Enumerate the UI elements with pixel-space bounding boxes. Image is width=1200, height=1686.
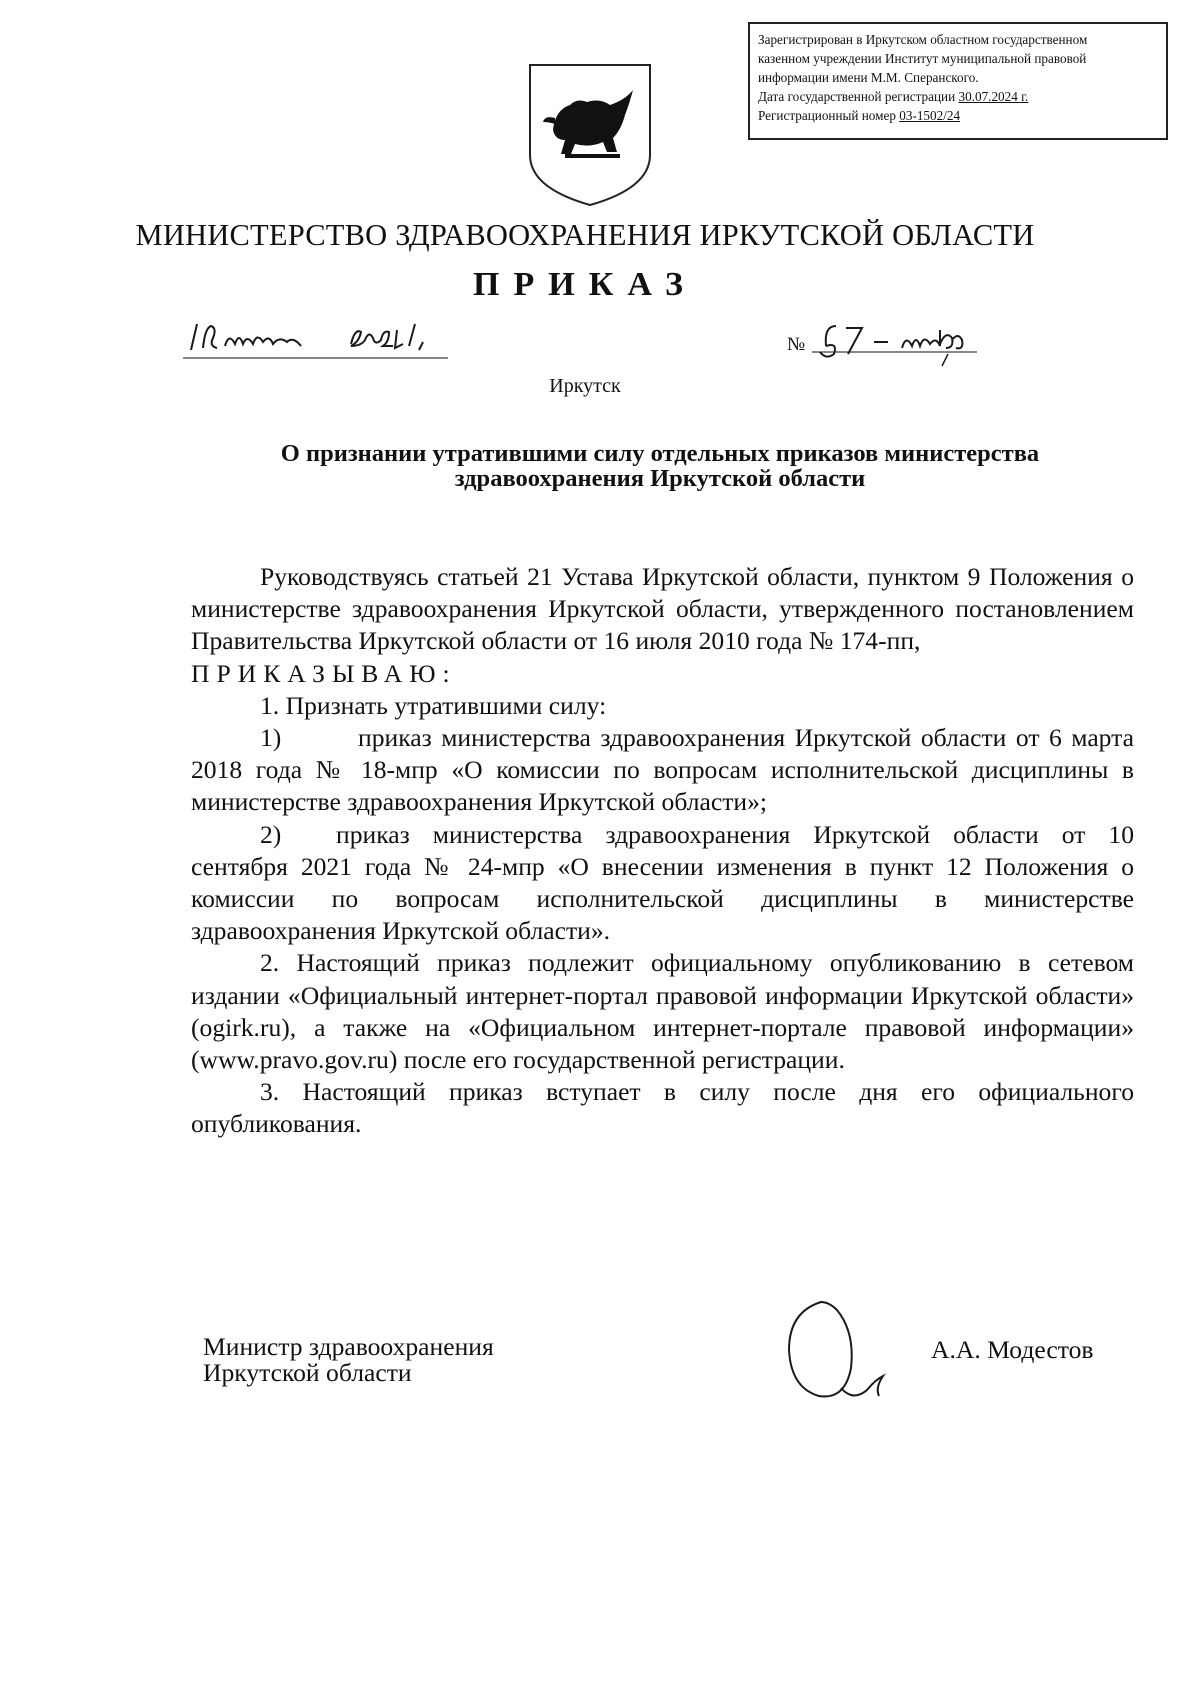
registration-date-value: 30.07.2024 г. [958, 89, 1029, 104]
registration-line-2: казенном учреждении Институт муниципальной правовой [758, 51, 1087, 66]
subject-line-1: О признании утратившими силу отдельных приказов министерства [280, 440, 1040, 467]
document-subject [180, 441, 1140, 491]
handwritten-signature [775, 1292, 895, 1412]
ministry-name: МИНИСТЕРСТВО ЗДРАВООХРАНЕНИЯ ИРКУТСКОЙ ОБЛАСТИ [135, 218, 1035, 252]
sub-item-1: 1) приказ министерства здравоохранения Иркутской области от 6 марта 2018 года № 18-мпр «О комиссии по вопросам исполнительской дисциплины в министерстве здравоохранения Иркутской области»; [191, 723, 1134, 817]
date-handwriting [183, 318, 453, 362]
item-2: 2. Настоящий приказ подлежит официальному опубликованию в сетевом издании «Официальный интернет-портал правовой информации Иркутской области» (ogirk.ru), а также на «Официальном интернет-портале правовой информации» (www.pravo.gov.ru) после его государственной регистрации. [191, 948, 1134, 1075]
signatory-name: А.А. Модестов [931, 1335, 1094, 1364]
sub-item-2: 2) приказ министерства здравоохранения Иркутской области от 10 сентября 2021 года № 24-мпр «О внесении изменения в пункт 12 Положения о комиссии по вопросам исполнительской дисциплины в министерстве здравоохранения Иркутской области». [191, 819, 1134, 946]
registration-number: Регистрационный номер 03-1502/24 [758, 108, 961, 123]
number-label: № [787, 334, 806, 355]
registration-date: Дата государственной регистрации 30.07.2024 г. [758, 89, 1029, 104]
registration-number-value: 03-1502/24 [899, 108, 961, 123]
document-type: ПРИКАЗ [473, 266, 697, 303]
city: Иркутск [549, 375, 621, 397]
document-body [191, 561, 1134, 1141]
signatory-title-line-2: Иркутской области [203, 1358, 412, 1387]
number-handwriting [812, 316, 982, 368]
preamble-paragraph: Руководствуясь статьей 21 Устава Иркутской области, пунктом 9 Положения о министерстве здравоохранения Иркутской области, утвержденного постановлением Правительства Иркутской области от 16 июля 2010 года № 174-пп, [191, 562, 1134, 656]
coat-of-arms-icon [525, 60, 655, 210]
item-1: 1. Признать утратившими силу: [260, 690, 607, 720]
subject-line-2: здравоохранения Иркутской области [454, 465, 866, 492]
signatory-title [203, 1334, 494, 1386]
registration-line-3: информации имени М.М. Сперанского. [758, 70, 979, 85]
registration-stamp [748, 22, 1168, 140]
registration-line-1: Зарегистрирован в Иркутском областном государственном [758, 32, 1088, 47]
item-3: 3. Настоящий приказ вступает в силу после дня его официального опубликования. [191, 1077, 1134, 1139]
signatory-title-line-1: Министр здравоохранения [203, 1332, 494, 1361]
order-word: ПРИКАЗЫВАЮ: [191, 658, 457, 688]
